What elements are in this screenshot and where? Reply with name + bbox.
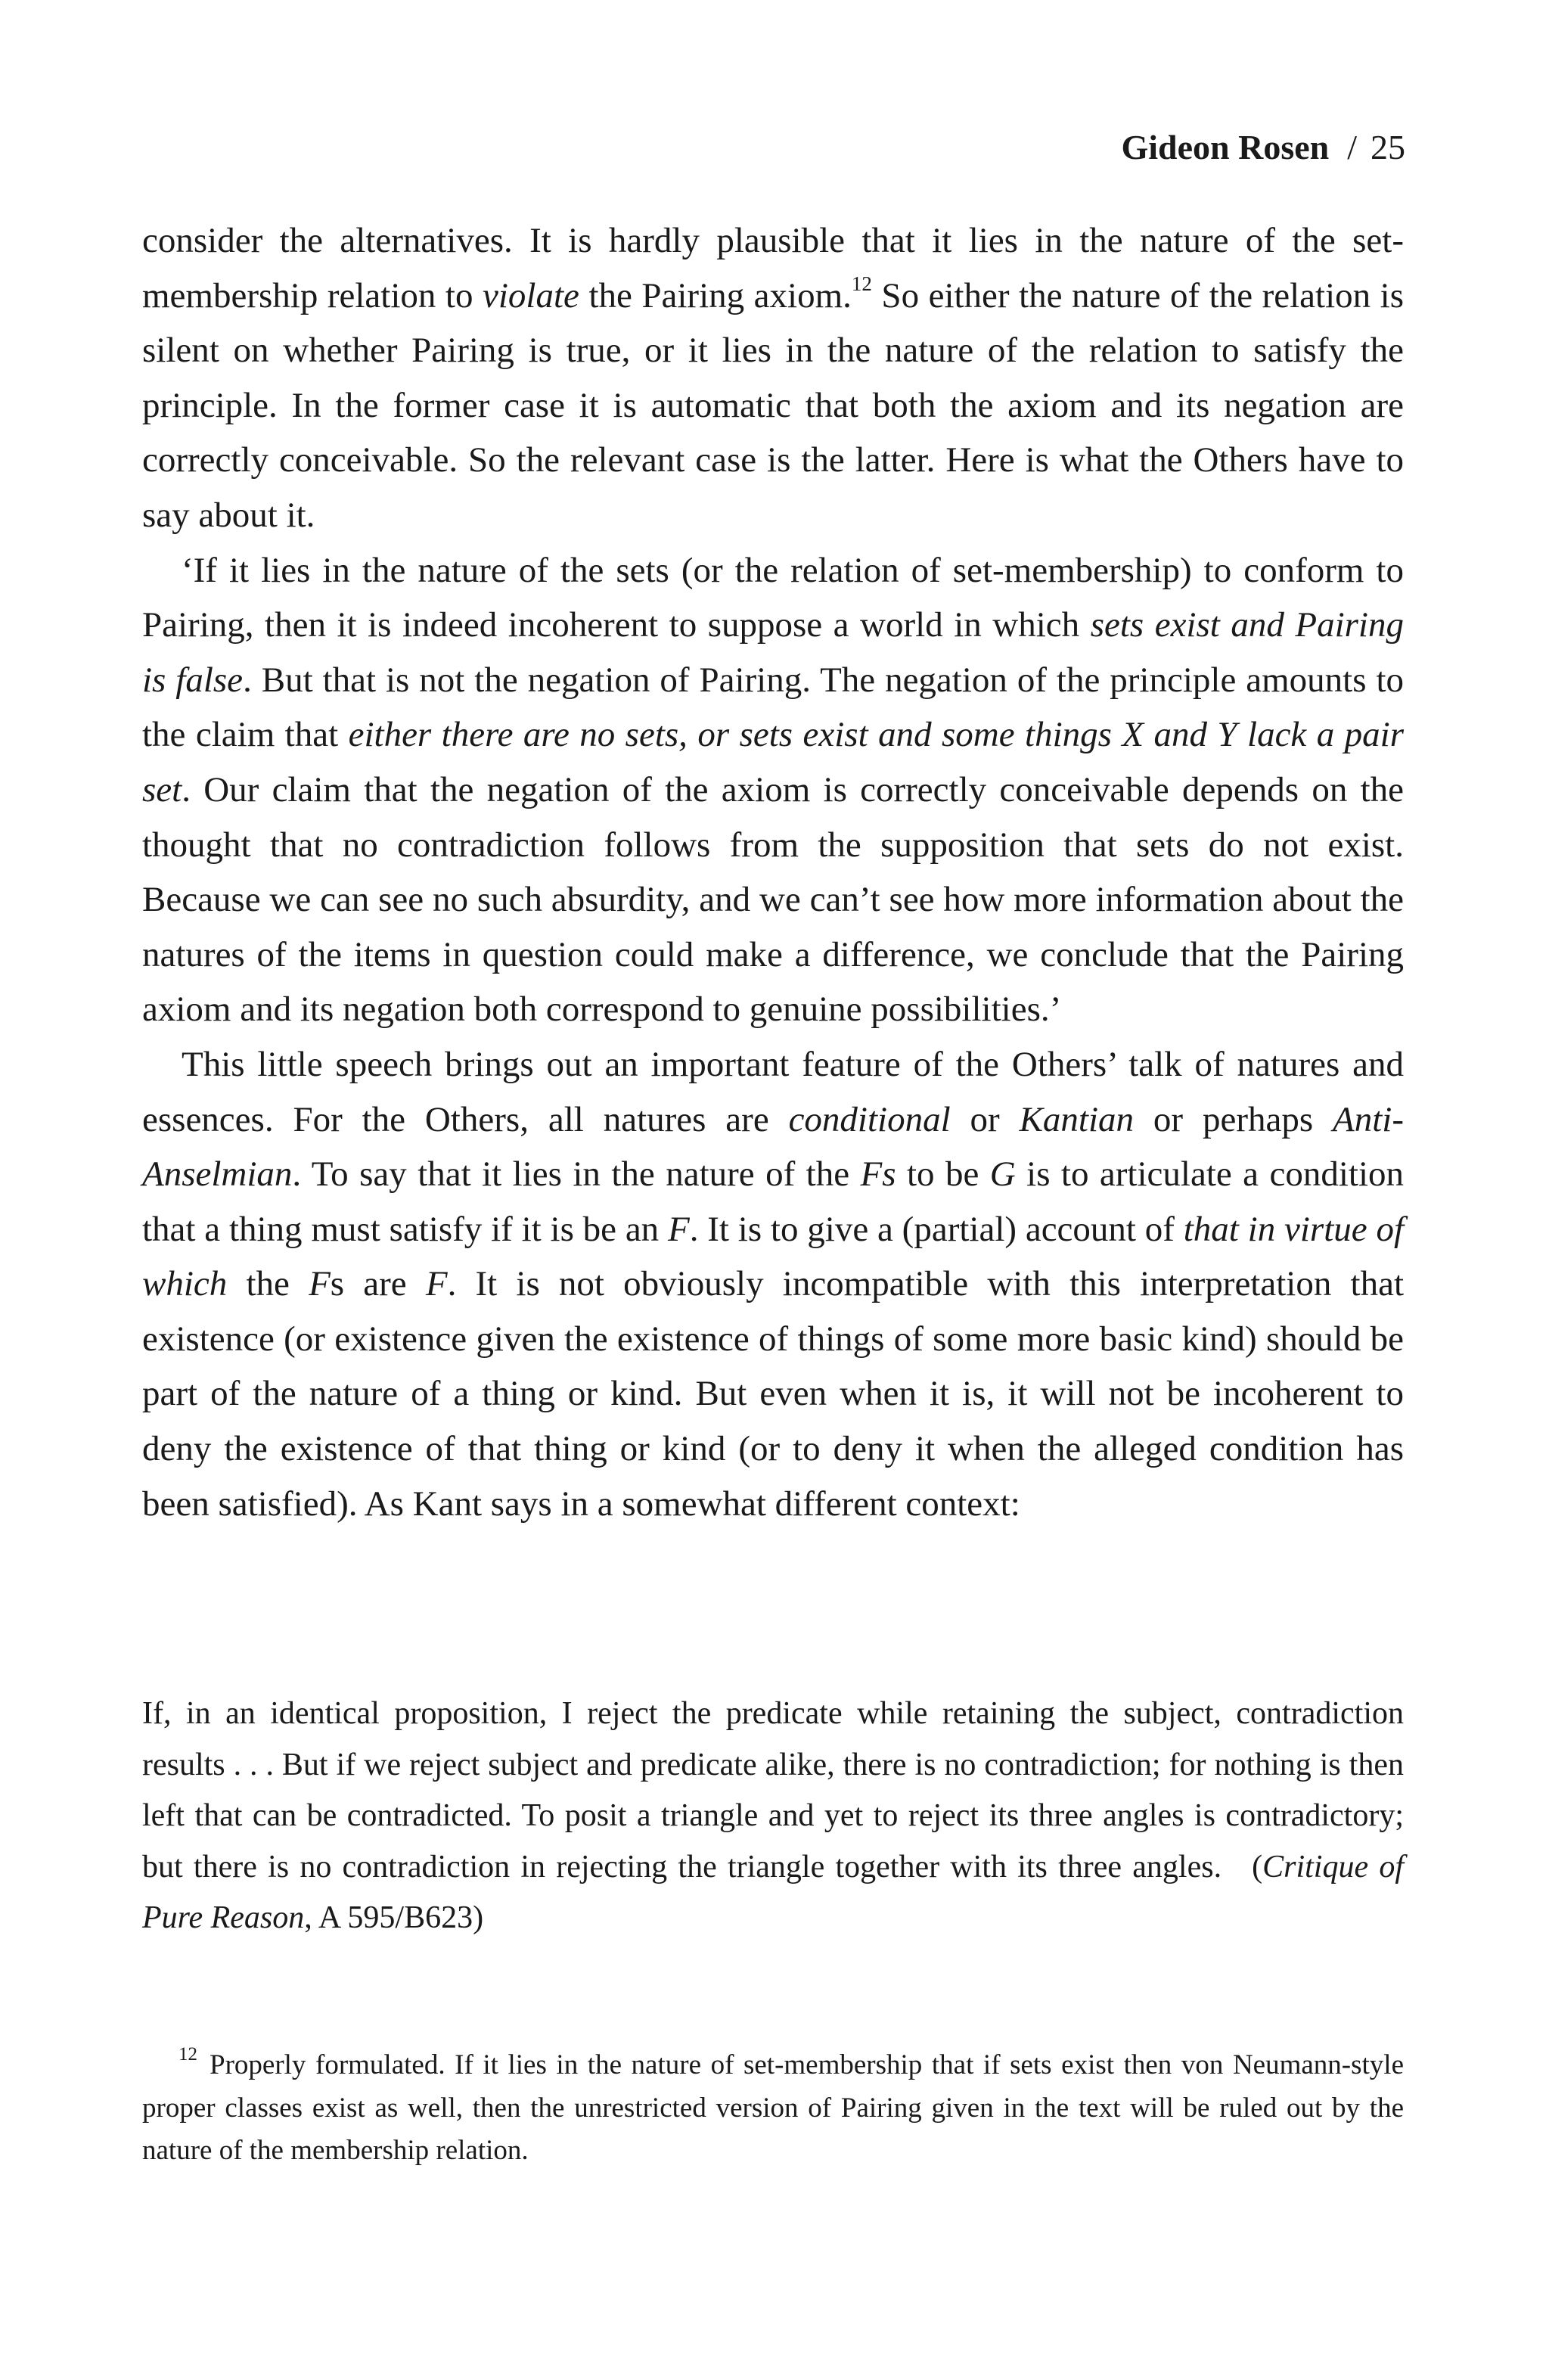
emphasis: Kantian <box>1019 1099 1135 1139</box>
citation-title: Critique of Pure Reason <box>142 1849 1405 1935</box>
page-number: 25 <box>1371 128 1405 166</box>
running-header-author: Gideon Rosen <box>1121 128 1330 166</box>
text-run: consider the alternatives. It is hardly plausible that it lies in the nature of the set-membership relation to <box>142 221 1404 315</box>
running-header-separator: / <box>1347 128 1357 166</box>
text-run: ‘If it lies in the nature of the sets (or the relation of set-membership) to conform to Pairing, then it is indeed incoherent to suppose a world in which <box>142 550 1404 645</box>
running-header <box>1121 130 1405 165</box>
paragraph-3 <box>142 1037 1404 1531</box>
emphasis: violate <box>483 275 579 315</box>
text-run: . It is to give a (partial) account of <box>689 1209 1184 1249</box>
text-run: . It is not obviously incompatible with this interpretation that existence (or existence given the existence of things of some more basic kind) should be part of the nature of a thing or kind. But even when it is, it will not be incoherent to deny the existence of that thing or kind (or to deny it when the alleged condition has been satisfied). As Kant says in a somewhat different context: <box>142 1264 1405 1524</box>
text-run: This little speech brings out an important feature of the Others’ talk of natures and essences. For the Others, all natures are <box>142 1044 1404 1139</box>
text-run: s are <box>330 1264 426 1304</box>
text-run: is to articulate a condition that a thing must satisfy if it is be an <box>142 1154 1405 1249</box>
emphasis: either there are no sets, or sets exist and some things X and Y lack a pair set <box>142 715 1404 809</box>
text-run: the <box>227 1264 309 1304</box>
block-quote-text <box>142 1689 1404 1944</box>
text-run: . Our claim that the negation of the axiom is correctly conceivable depends on the thought that no contradiction follows from the supposition that sets do not exist. Because we can see no such absurdity, and we can’t see how more information about the natures of the items in question could make a difference, we conclude that the Pairing axiom and its negation both correspond to genuine possibilities.’ <box>142 769 1404 1030</box>
footnote-reference[interactable]: 12 <box>851 272 872 295</box>
quote-body: If, in an identical proposition, I reject the predicate while retaining the subject, contradiction results . . . But if we reject subject and predicate alike, there is no contradiction; for nothing is then left that can be contradicted. To posit a triangle and yet to reject its three angles is contradictory; but there is no contradiction in rejecting the triangle together with its three angles. <box>142 1696 1404 1884</box>
text-run: So either the nature of the relation is silent on whether Pairing is true, or it lies in the nature of the relation to satisfy the principle. In the former case it is automatic that both the axiom and its negation are correctly conceivable. So the relevant case is the latter. Here is what the Others have to say about it. <box>142 275 1405 535</box>
emphasis: sets exist and Pairing is false <box>142 605 1404 700</box>
footnote <box>142 2044 1404 2173</box>
emphasis: that in virtue of which <box>142 1209 1405 1304</box>
emphasis: conditional <box>788 1099 951 1139</box>
paragraph-2 <box>142 543 1404 1037</box>
footnote-number: 12 <box>178 2044 197 2065</box>
emphasis: F <box>425 1264 448 1304</box>
text-run: or <box>950 1099 1020 1139</box>
main-text <box>142 213 1404 1531</box>
citation-open: ( <box>1252 1849 1263 1884</box>
text-run: . To say that it lies in the nature of the <box>292 1154 861 1195</box>
footnote-text: Properly formulated. If it lies in the nature of set-membership that if sets exist then von Neumann-style proper classes exist as well, then the unrestricted version of Pairing given in the text will be ruled out by the nature of the membership relation. <box>142 2049 1404 2166</box>
block-quote <box>142 1689 1404 1944</box>
emphasis: F <box>309 1264 331 1304</box>
emphasis: G <box>989 1154 1016 1195</box>
citation-rest: , A 595/B623) <box>304 1900 484 1935</box>
text-run: the Pairing axiom. <box>579 275 852 315</box>
text-run: to be <box>896 1154 990 1195</box>
paragraph-1 <box>142 213 1404 543</box>
footnote-12 <box>142 2044 1404 2173</box>
text-run: or perhaps <box>1134 1099 1333 1139</box>
text-run: . But that is not the negation of Pairing. The negation of the principle amounts to the claim that <box>142 660 1405 755</box>
emphasis: F <box>668 1209 690 1249</box>
emphasis: Anti-Anselmian <box>142 1099 1404 1195</box>
emphasis: Fs <box>860 1154 896 1195</box>
